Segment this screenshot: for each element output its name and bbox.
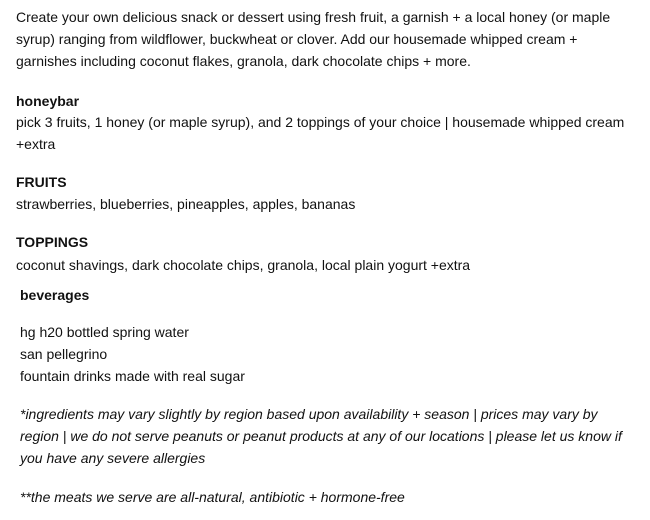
beverage-item: hg h20 bottled spring water: [20, 324, 189, 340]
ingredients-note: *ingredients may vary slightly by region based upon availability + season | prices may vary by region | we do not serve peanuts or peanut products at any of our locations | please let us know if you have any severe allergies: [20, 406, 622, 466]
fruits-text: strawberries, blueberries, pineapples, apples, bananas: [16, 196, 356, 212]
toppings-heading: TOPPINGS: [16, 234, 89, 250]
beverages-list: [20, 321, 640, 387]
toppings-text: coconut shavings, dark chocolate chips, granola, local plain yogurt +extra: [16, 257, 471, 273]
beverage-item: san pellegrino: [20, 346, 108, 362]
fruits-heading: FRUITS: [16, 174, 67, 190]
beverage-item: fountain drinks made with real sugar: [20, 368, 245, 384]
honeybar-heading: honeybar: [16, 93, 80, 109]
beverages-heading: beverages: [20, 287, 90, 303]
meats-note: **the meats we serve are all-natural, antibiotic + hormone-free: [20, 489, 405, 505]
intro-text: Create your own delicious snack or dessert using fresh fruit, a garnish + a local honey (or maple syrup) ranging from wildflower, buckwheat or clover. Add our housemade whipped cream + garnishes including coconut flakes, granola, dark chocolate chips + more.: [16, 9, 611, 69]
honeybar-text: pick 3 fruits, 1 honey (or maple syrup), and 2 toppings of your choice | housemade whipped cream +extra: [16, 114, 625, 152]
